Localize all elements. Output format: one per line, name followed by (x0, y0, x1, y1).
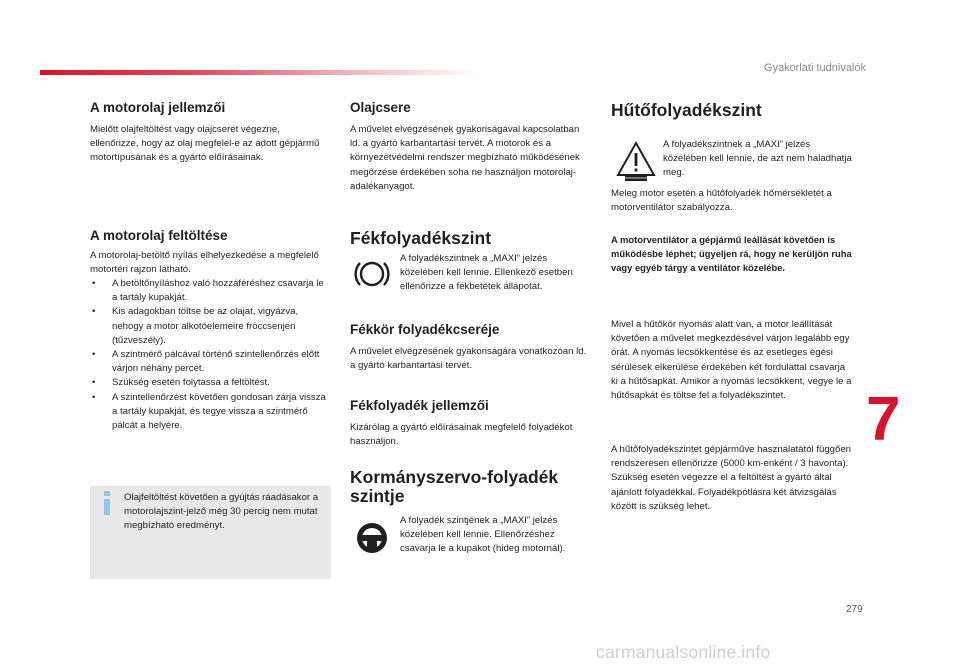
page-number: 279 (846, 604, 863, 615)
coolant-fan-warning: A motorventilátor a gépjármű leállását követően is működésbe léphet; ügyeljen rá, hogy ne kerüljön ruha vagy egyéb tárgy a ventilátor közelébe. (611, 234, 852, 274)
coolant-check-interval-text: A hűtőfolyadékszintet gépjárműve használatától függően rendszeresen ellenőrizze (5000 km-enként / 3 havonta). Szükség esetén végezze el a feltöltést a gyártó által ajánlott folyadékkal. Folyadékpótlásra két átvizsgálás között is szükség lehet. (611, 444, 852, 512)
chapter-number: 7 (866, 385, 901, 454)
brake-warning-icon (352, 254, 392, 294)
coolant-fan-note: Meleg motor esetén a hűtőfolyadék hőmérsékletét a motorventilátor szabályozza. (611, 188, 832, 214)
engine-oil-topup-text: A motorolaj-betöltő nyílás elhelyezkedése a megfelelő motortéri rajzon látható. (90, 250, 319, 276)
coolant-level-heading: Hűtőfolyadékszint (611, 100, 762, 120)
info-note-text: Olajfeltöltést követően a gyújtás ráadásakor a motorolajszint-jelző még 30 percig nem mutat megbízható eredményt. (124, 492, 319, 532)
brake-fluid-change-text: A művelet elvégzésének gyakoriságára vonatkozóan ld. a gyártó karbantartási tervét. (350, 346, 587, 372)
list-item: • Szükség esetén folytassa a feltöltést. (90, 376, 330, 390)
oil-change-heading: Olajcsere (350, 100, 411, 115)
engine-oil-topup-heading: A motorolaj feltöltése (90, 228, 228, 243)
brake-fluid-level-heading: Fékfolyadékszint (350, 228, 492, 248)
steering-wheel-icon (352, 518, 392, 558)
coolant-warning-icon (615, 140, 657, 182)
section-title: Gyakorlati tudnivalók (763, 62, 866, 74)
coolant-level-text: A folyadékszintnek a „MAXI” jelzés közelében kell lennie, de azt nem haladhatja meg. (663, 139, 852, 179)
oil-change-text: A művelet elvégzésének gyakoriságával kapcsolatban ld. a gyártó karbantartási tervét. A motorok és a környezetvédelmi rendszer megbízható működésének megőrzése érdekében soha ne használjon motorolaj-adalékanyagot. (350, 124, 580, 192)
engine-oil-spec-heading: A motorolaj jellemzői (90, 100, 226, 115)
list-item: • A szintmérő pálcával történő szintellenőrzés előtt várjon néhány percet. (90, 348, 330, 376)
engine-oil-spec-text: Mielőtt olajfeltöltést vagy olajcserét végezne, ellenőrizze, hogy az olaj megfelel-e az adott gépjármű motortípusának és a gyártó előírásainak. (90, 124, 320, 164)
header-accent-bar (40, 70, 480, 75)
info-note-box (90, 486, 331, 579)
coolant-pressure-text: Mivel a hűtőkör nyomás alatt van, a motor leállítását követően a művelet megkezdésével várjon legalább egy órát. A nyomás lecsökkentése és az esetleges égési sérülések elkerülése érdekében két fordulattal csavarja ki a hűtősapkát. Amikor a nyomás lecsökkent, vegye le a hűtősapkát és töltse fel a folyadékszintet. (611, 319, 852, 402)
info-icon (102, 491, 114, 515)
brake-fluid-spec-heading: Fékfolyadék jellemzői (350, 398, 489, 413)
watermark: carmanualsonline.info (596, 642, 771, 662)
brake-fluid-spec-text: Kizárólag a gyártó előírásainak megfelelő folyadékot használjon. (350, 422, 573, 448)
list-item: • Kis adagokban töltse be az olajat, vigyázva, nehogy a motor alkotóelemeire fröccsenjen (tűzveszély). (90, 305, 330, 348)
brake-fluid-change-heading: Fékkör folyadékcseréje (350, 322, 500, 337)
power-steering-fluid-text: A folyadék szintjének a „MAXI” jelzés közelében kell lennie. Ellenőrzéshez csavarja le a kupakot (hideg motornál). (400, 515, 566, 555)
list-item: • A betöltőnyíláshoz való hozzáféréshez csavarja le a tartály kupakját. (90, 277, 330, 305)
power-steering-fluid-heading: Kormányszervo-folyadék szintje (350, 467, 559, 506)
list-item: • A szintellenőrzést követően gondosan zárja vissza a tartály kupakját, és tegye vissza a szintmérő pálcát a helyére. (90, 391, 330, 434)
brake-fluid-level-text: A folyadékszintnek a „MAXI” jelzés közelében kell lennie. Ellenkező esetben ellenőrizze a fékbetétek állapotát. (400, 253, 573, 293)
engine-oil-topup-list (90, 277, 330, 433)
